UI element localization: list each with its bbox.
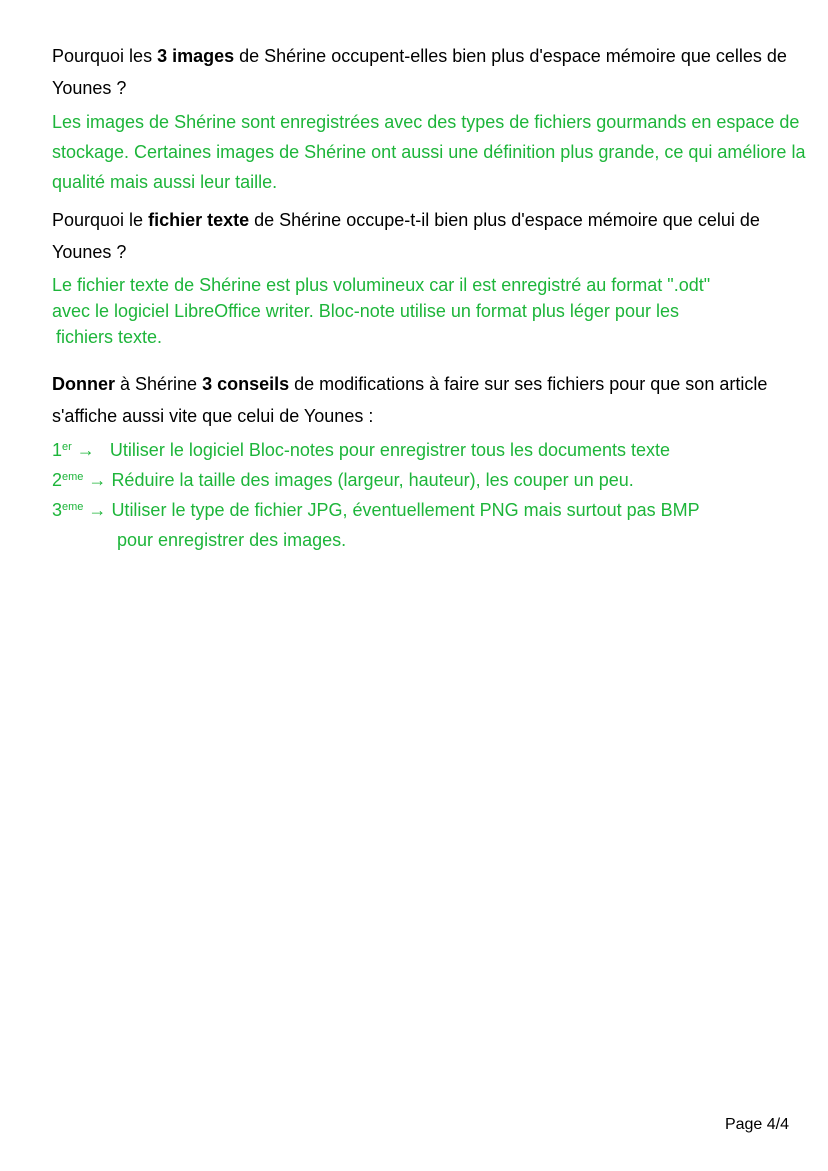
advice-1-arrow: →: [71, 440, 105, 460]
advice-3-continuation: pour enregistrer des images.: [117, 530, 347, 550]
question-3-bold-1: Donner: [52, 374, 115, 394]
question-3: [52, 368, 812, 432]
answer-2-line-2: avec le logiciel LibreOffice writer. Bloc-note utilise un format plus léger pour les: [52, 301, 679, 321]
question-1-bold: 3 images: [157, 46, 235, 66]
question-1-text: [52, 40, 812, 104]
answer-2: [52, 272, 812, 350]
advice-3-text: Utiliser le type de fichier JPG, éventuellement PNG mais surtout pas BMP: [111, 500, 700, 520]
advice-2-number: 2: [52, 470, 63, 490]
advice-3-number: 3: [52, 500, 63, 520]
advice-2-arrow: →: [83, 470, 112, 490]
advice-item-3: [52, 495, 812, 525]
advice-list: [52, 435, 812, 555]
question-3-post: de modifications à faire sur ses fichiers pour que son article s'affiche aussi vite que celui de Younes :: [52, 374, 768, 426]
question-1-post: de Shérine occupent-elles bien plus d'espace mémoire que celles de Younes ?: [52, 46, 787, 98]
page-number: Page 4/4: [724, 1116, 789, 1133]
question-2: [52, 204, 812, 268]
question-2-text: [52, 204, 812, 268]
question-2-post: de Shérine occupe-t-il bien plus d'espace mémoire que celui de Younes ?: [52, 210, 760, 262]
advice-item-1: [52, 435, 812, 465]
advice-3-arrow: →: [83, 500, 112, 520]
answer-2-line-3: fichiers texte.: [56, 327, 163, 347]
question-1-pre: Pourquoi les: [52, 46, 158, 66]
advice-1-sup: er: [62, 441, 72, 453]
question-3-mid: à Shérine: [115, 374, 203, 394]
advice-2-sup: eme: [62, 471, 84, 483]
advice-1-text: Utiliser le logiciel Bloc-notes pour enregistrer tous les documents texte: [104, 440, 671, 460]
question-2-bold: fichier texte: [148, 210, 250, 230]
question-1: [52, 40, 812, 104]
question-2-pre: Pourquoi le: [52, 210, 149, 230]
answer-2-line-1: Le fichier texte de Shérine est plus volumineux car il est enregistré au format ".odt": [52, 275, 711, 295]
question-3-text: [52, 368, 812, 432]
question-3-bold-2: 3 conseils: [202, 374, 290, 394]
advice-item-2: [52, 465, 812, 495]
advice-2-text: Réduire la taille des images (largeur, hauteur), les couper un peu.: [111, 470, 634, 490]
answer-1: [52, 107, 817, 197]
answer-1-text: Les images de Shérine sont enregistrées avec des types de fichiers gourmands en espace de stockage. Certaines images de Shérine ont aussi une définition plus grande, ce qui améliore la qualité mais aussi leur taille.: [52, 112, 806, 192]
advice-3-sup: eme: [62, 501, 84, 513]
advice-1-number: 1: [52, 440, 63, 460]
